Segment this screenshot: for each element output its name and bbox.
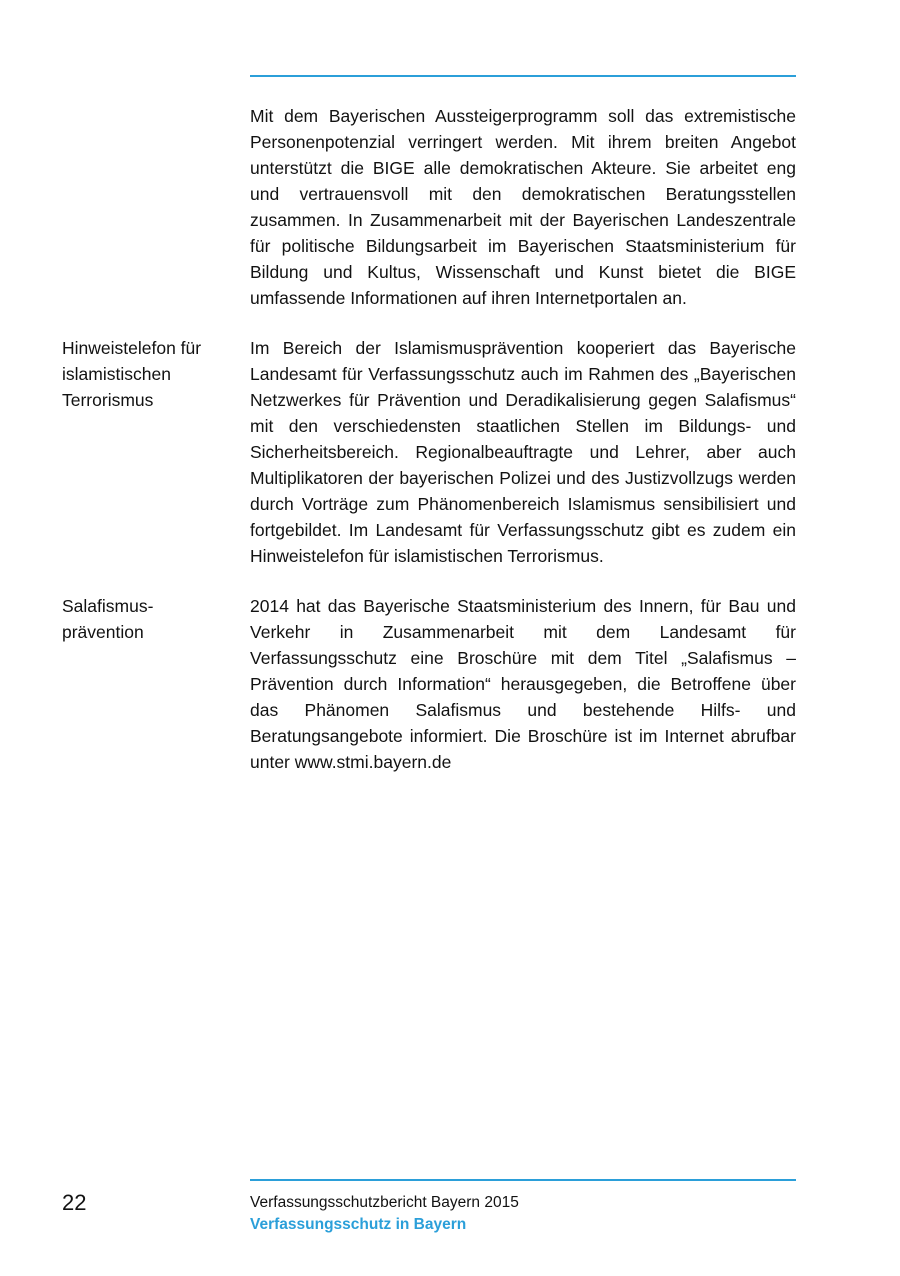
page-number: 22: [62, 1190, 87, 1215]
paragraph-hinweistelefon: Im Bereich der Islamismusprävention kooperiert das Bayerische Landesamt für Verfassungsschutz auch im Rahmen des „Bayerischen Netzwerkes für Prävention und Deradikalisierung gegen Salafismus“ mit den verschiedensten staatlichen Stellen im Bildungs- und Sicherheitsbereich. Regionalbeauftragte und Lehrer, aber auch Multiplikatoren der bayerischen Polizei und des Justizvollzugs werden durch Vorträge zum Phänomenbereich Islamismus sensibilisiert und fortgebildet. Im Landesamt für Verfassungsschutz gibt es zudem ein Hinweistelefon für islamistischen Terrorismus.: [250, 338, 796, 566]
bottom-rule: [250, 1179, 796, 1181]
paragraph-salafismuspraevention: 2014 hat das Bayerische Staatsministerium des Innern, für Bau und Verkehr in Zusammenarbeit mit dem Landesamt für Verfassungsschutz eine Broschüre mit dem Titel „Salafismus – Prävention durch Information“ herausgegeben, die Betroffene über das Phänomen Salafismus und bestehende Hilfs- und Beratungsangebote informiert. Die Broschüre ist im Internet abrufbar unter www.stmi.bayern.de: [250, 596, 796, 772]
text-column: [250, 335, 796, 569]
section-aussteigerprogramm: [62, 103, 796, 311]
section-salafismuspraevention: [62, 593, 796, 775]
footer-section-title: Verfassungsschutz in Bayern: [250, 1216, 467, 1233]
text-column: [250, 103, 796, 311]
margin-label-salafismuspraevention: Salafismus-prävention: [62, 596, 154, 642]
paragraph-aussteigerprogramm: Mit dem Bayerischen Aussteigerprogramm soll das extremistische Personenpotenzial verringert werden. Mit ihrem breiten Angebot unterstützt die BIGE alle demokratischen Akteure. Sie arbeitet eng und vertrauensvoll mit den demokratischen Beratungsstellen zusammen. In Zusammenarbeit mit der Bayerischen Landeszentrale für politische Bildungsarbeit im Bayerischen Staatsministerium für Bildung und Kultus, Wissenschaft und Kunst bietet die BIGE umfassende Informationen auf ihren Internetportalen an.: [250, 106, 796, 308]
footer-report-title: Verfassungsschutzbericht Bayern 2015: [250, 1194, 519, 1211]
section-hinweistelefon: [62, 335, 796, 569]
margin-label-hinweistelefon: Hinweistelefon für islamistischen Terrorismus: [62, 338, 202, 410]
text-column: [250, 593, 796, 775]
top-rule: [250, 75, 796, 77]
page-body: [62, 103, 796, 775]
footer: [250, 1192, 519, 1236]
